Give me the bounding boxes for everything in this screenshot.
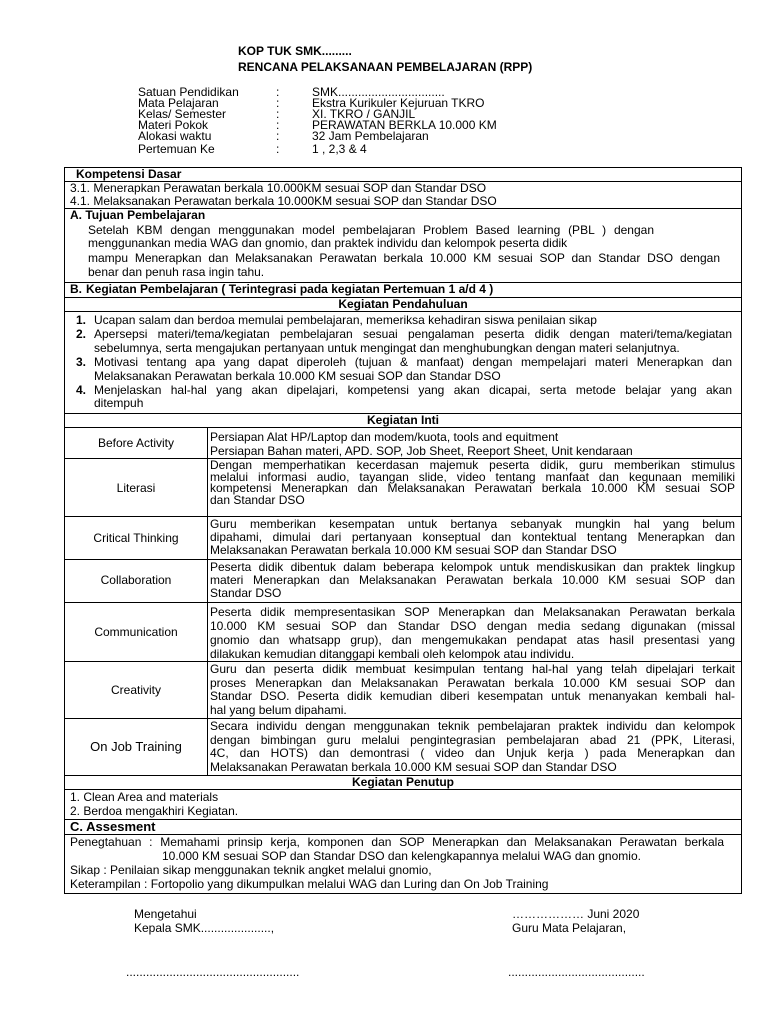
headmaster-signature-line: ....................................................	[126, 965, 300, 979]
activity-label: On Job Training	[90, 739, 182, 754]
divider	[64, 311, 742, 312]
assesment-heading: C. Assesment	[70, 819, 156, 834]
info-value: XI. TKRO / GANJIL	[312, 107, 416, 121]
info-label: Pertemuan Ke	[138, 142, 215, 156]
pendahuluan-line: Ucapan salam dan berdoa memulai pembelajaran, memeriksa kehadiran siswa penilaian sikap	[94, 313, 597, 327]
activity-line: Persiapan Bahan materi, APD. SOP, Job Sheet, Reeport Sheet, Unit kendaraan	[210, 444, 633, 458]
activity-line: dengan bimbingan guru melalui pengintegrasian pembelajaran abad 21 (PPK, Literasi,	[210, 732, 735, 747]
activity-line: Melaksanakan Perawatan berkala 10.000 KM sesuai SOP dan Standar DSO	[210, 543, 617, 557]
pendahuluan-line: Menjelaskan hal-hal yang akan dipelajari, kompetensi yang akan dicapai, serta metode belajar yang akan	[94, 383, 732, 397]
activity-label: Creativity	[110, 683, 161, 697]
activity-line: proses Menerapkan dan Melaksanakan Perawatan berkala 10.000 KM sesuai SOP dan	[210, 675, 735, 690]
activity-line: Standar DSO	[210, 586, 282, 600]
item-number: 4.	[76, 383, 87, 397]
kop-header: KOP TUK SMK.........	[238, 44, 352, 58]
pendahuluan-line: Apersepsi materi/tema/kegiatan pembelajaran sesuai pengalaman peserta didik dengan materi/tema/kegiatan	[94, 327, 732, 341]
assesment-line: 10.000 KM sesuai SOP dan Standar DSO dan kelengkapannya melalui WAG dan gnomio.	[162, 849, 641, 863]
activity-description	[210, 518, 735, 557]
headmaster-role: Kepala SMK.....................,	[134, 921, 275, 935]
info-colon: :	[276, 96, 280, 110]
divider	[64, 602, 742, 603]
activity-line: melalui informasi audio, tayangan slide, video tentang manfaat dan kegunaan memiliki	[210, 469, 735, 484]
tujuan-line: Setelah KBM dengan menggunakan model pembelajaran Problem Based learning (PBL ) dengan	[88, 223, 654, 237]
activity-line: Peserta didik mempresentasikan SOP Menerapkan dan Melaksanakan Perawatan berkala	[210, 605, 735, 619]
teacher-role: Guru Mata Pelajaran,	[512, 921, 627, 935]
teacher-signature-line: .........................................	[508, 965, 645, 979]
info-value: 32 Jam Pembelajaran	[312, 129, 429, 143]
penutup-title: Kegiatan Penutup	[351, 775, 454, 789]
tujuan-line: menggunankan media WAG dan gnomio, dan praktek individu dan kelompok peserta didik	[88, 236, 568, 250]
tujuan-heading: A. Tujuan Pembelajaran	[70, 208, 206, 222]
info-value: 1 , 2,3 & 4	[312, 142, 367, 156]
tujuan-line: benar dan penuh rasa ingin tahu.	[88, 265, 265, 279]
activity-description	[210, 605, 735, 661]
info-label: Materi Pokok	[138, 118, 209, 132]
info-label: Alokasi waktu	[138, 129, 212, 143]
tujuan-line: mampu Menerapkan dan Melaksanakan Perawatan berkala 10.000 KM sesuai SOP dan Standar DSO dengan	[88, 251, 720, 265]
penutup-item: 2. Berdoa mengakhiri Kegiatan.	[70, 804, 239, 818]
info-colon: :	[276, 129, 280, 143]
kompetensi-item: 4.1. Melaksanakan Perawatan berkala 10.000KM sesuai SOP dan Standar DSO	[70, 194, 497, 208]
item-number: 3.	[76, 355, 87, 369]
activity-line: 4C, dan HOTS) dan demontrasi ( video dan Unjuk kerja ) pada Menerapkan dan	[210, 746, 735, 760]
activity-line: Melaksanakan Perawatan berkala 10.000 KM sesuai SOP dan Standar DSO	[210, 759, 617, 774]
item-number: 1.	[76, 313, 87, 327]
activity-line: kompetensi Menerapkan dan Melaksanakan Perawatan berkala 10.000 KM sesuai SOP	[210, 481, 735, 495]
activity-line: Dengan memperhatikan kecerdasan majemuk peserta didik, guru memberikan stimulus	[210, 458, 735, 472]
item-number: 2.	[76, 327, 87, 341]
activity-description	[210, 430, 735, 458]
activity-description	[210, 720, 735, 774]
activity-line: Guru memberikan kesempatan untuk bertanya sebanyak mungkin hal yang belum	[210, 517, 735, 531]
activity-line: dilakukan kemudian ditanggapi kembali oleh kelompok atau individu.	[210, 647, 575, 661]
info-label: Satuan Pendidikan	[138, 85, 239, 99]
kegiatan-letter: B.	[70, 282, 82, 296]
info-colon: :	[276, 85, 280, 99]
pendahuluan-line: Melaksanakan Perawatan berkala 10.000 KM sesuai SOP dan Standar DSO	[94, 369, 501, 383]
info-value: Ekstra Kurikuler Kejuruan TKRO	[312, 96, 485, 110]
info-label: Mata Pelajaran	[138, 96, 219, 110]
activity-line: Peserta didik dibentuk dalam beberapa kelompok untuk mendiskusikan dan praktek lingkup	[210, 560, 735, 574]
info-colon: :	[276, 107, 280, 121]
info-value: PERAWATAN BERKLA 10.000 KM	[312, 118, 497, 132]
approval-label: Mengetahui	[134, 907, 197, 921]
signature-date: ……………… Juni 2020	[512, 907, 640, 921]
activity-line: materi Menerapkan dan Melaksanakan Perawatan berkala 10.000 KM sesuai SOP dan	[210, 573, 735, 587]
pendahuluan-line: sebelumnya, serta mengajukan pertanyaan untuk mengingat dan menghubungkan dengan materi selanjutnya.	[94, 341, 680, 355]
kompetensi-item: 3.1. Menerapkan Perawatan berkala 10.000KM sesuai SOP dan Standar DSO	[70, 181, 487, 195]
activity-label: Critical Thinking	[93, 531, 179, 545]
info-colon: :	[276, 118, 280, 132]
activity-line: Persiapan Alat HP/Laptop dan modem/kuota, tools and equitment	[210, 430, 559, 444]
pendahuluan-line: ditempuh	[94, 396, 144, 410]
activity-line: 10.000 KM sesuai SOP dan Standar DSO dengan media sedang digunakan (missal	[210, 619, 735, 633]
activity-line: gnomio dan whatsapp grup), dan mengemukakan pendapat atas hasil presentasi yang	[210, 633, 735, 647]
kegiatan-heading: Kegiatan Pembelajaran ( Terintegrasi pada kegiatan Pertemuan 1 a/d 4 )	[86, 282, 494, 296]
column-divider	[207, 427, 208, 775]
divider	[64, 819, 742, 820]
pendahuluan-line: Motivasi tentang apa yang dapat diperoleh (tujuan & manfaat) dengan mempelajari materi Menerapkan dan	[94, 355, 732, 369]
info-row	[138, 143, 558, 155]
activity-line: dan Standar DSO	[210, 492, 305, 507]
divider	[64, 427, 742, 428]
activity-line: dipahami, dimulai dari pertanyaan konseptual dan kontektual tentang Menerapkan dan	[210, 530, 735, 544]
activity-label: Collaboration	[100, 573, 172, 587]
assesment-line: Penegtahuan : Memahami prinsip kerja, komponen dan SOP Menerapkan dan Melaksanakan Perawatan berkala	[70, 835, 724, 849]
info-label: Kelas/ Semester	[138, 107, 227, 121]
inti-title: Kegiatan Inti	[366, 413, 439, 427]
info-colon: :	[276, 142, 280, 156]
assesment-line: Keterampilan : Fortopolio yang dikumpulkan melalui WAG dan Luring dan On Job Training	[70, 877, 549, 891]
document-title: RENCANA PELAKSANAAN PEMBELAJARAN (RPP)	[238, 60, 533, 74]
kompetensi-heading: Kompetensi Dasar	[76, 167, 182, 181]
activity-description	[210, 460, 735, 506]
activity-description	[210, 561, 735, 600]
info-row	[138, 130, 558, 142]
activity-line: Secara individu dengan menggunakan teknik pembelajaran praktek individu dan kelompok	[210, 719, 735, 733]
activity-line: Guru dan peserta didik membuat kesimpulan tentang hal-hal yang telah dipelajari terkait	[210, 662, 735, 676]
info-value: SMK................................	[312, 85, 445, 99]
activity-line: hal yang belum dipahami.	[210, 702, 347, 717]
activity-description	[210, 663, 735, 717]
assesment-line: Sikap : Penilaian sikap menggunakan teknik angket melalui gnomio,	[70, 863, 432, 877]
activity-label: Literasi	[116, 481, 156, 495]
activity-line: Standar DSO. Peserta didik kemudian diberi kesempatan untuk menanyakan kembali hal-	[210, 689, 735, 703]
activity-label: Communication	[94, 625, 178, 639]
activity-label: Before Activity	[97, 436, 175, 450]
penutup-item: 1. Clean Area and materials	[70, 790, 219, 804]
pendahuluan-title: Kegiatan Pendahuluan	[338, 297, 468, 311]
